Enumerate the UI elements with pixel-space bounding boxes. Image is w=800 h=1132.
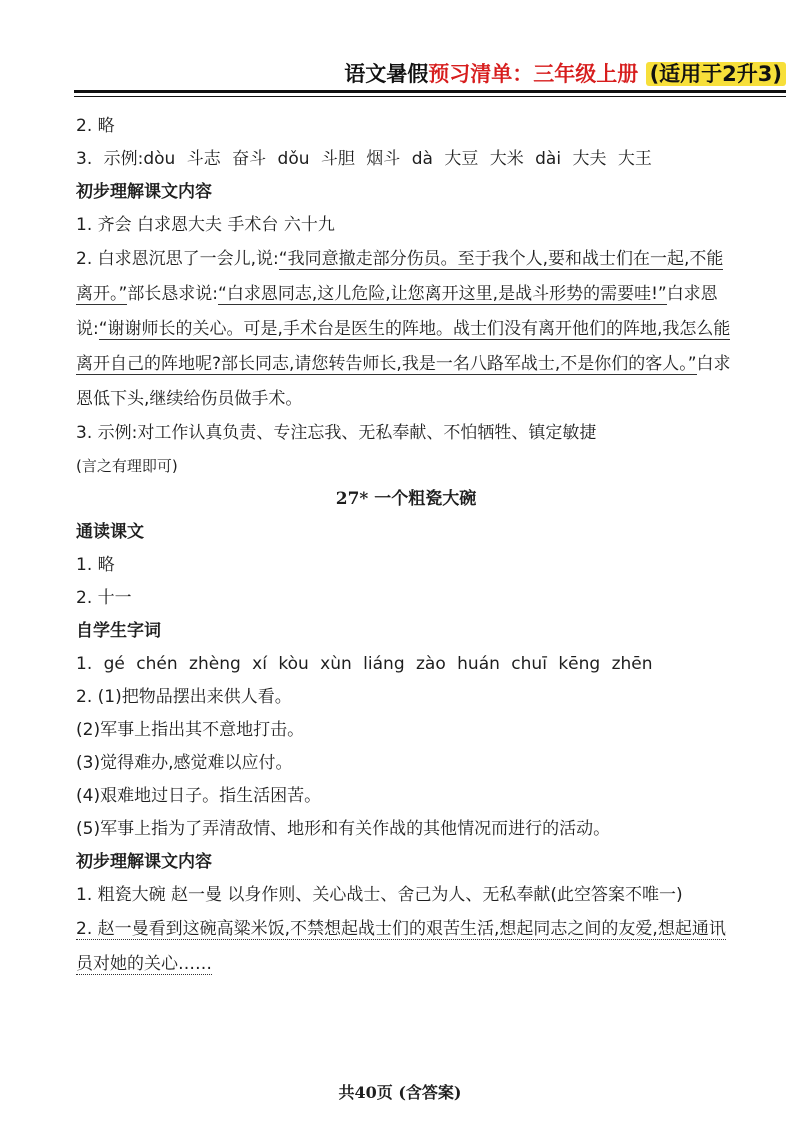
answer-item: (5)军事上指为了弄清敌情、地形和有关作战的其他情况而进行的活动。 (76, 819, 611, 839)
underlined-quote: “谢谢师长的关心。可是,手术台是医生的阵地。战士们没有离开他们的阵地,我怎么能离开自己的阵地呢?部长同志,请您转告师长,我是一名八路军战士,不是你们的客人。” (76, 319, 731, 374)
answer-item: (2)军事上指出其不意地打击。 (76, 720, 305, 740)
answer-item: 3. 示例:dòu 斗志 奋斗 dǒu 斗胆 烟斗 dà 大豆 大米 dài 大夫 大王 (76, 149, 652, 169)
para-text: 白求恩说: (76, 284, 718, 339)
answer-paragraph (76, 912, 736, 982)
header-rule-thick (74, 90, 786, 93)
header-title-badge: (适用于2升3) (646, 62, 786, 86)
para-text: 部长恳求说: (127, 284, 219, 304)
answer-item: 2. 十一 (76, 588, 132, 608)
answer-item: 3. 示例:对工作认真负责、专注忘我、无私奉献、不怕牺牲、镇定敏捷 (76, 423, 597, 443)
answer-item: (4)艰难地过日子。指生活困苦。 (76, 786, 322, 806)
section-heading: 通读课文 (76, 522, 144, 542)
para-text: 2. 白求恩沉思了一会儿,说: (76, 249, 279, 269)
underlined-quote: “我同意撤走部分伤员。至于我个人,要和战士们在一起,不能离开。” (76, 249, 724, 304)
lesson-title: 27* 一个粗瓷大碗 (335, 489, 477, 509)
section-heading: 自学生字词 (76, 621, 161, 641)
answer-paragraph (76, 242, 736, 417)
page-footer: 共40页 (含答案) (338, 1083, 462, 1102)
answer-item: (3)觉得难办,感觉难以应付。 (76, 753, 293, 773)
answer-item: 1. gé chén zhèng xí kòu xùn liáng zào huán chuī kēng zhēn (76, 654, 653, 674)
header-title (344, 58, 786, 88)
answer-note: (言之有理即可) (76, 457, 178, 475)
answer-item: 2. (1)把物品摆出来供人看。 (76, 687, 292, 707)
answer-item: 2. 略 (76, 116, 115, 136)
answer-content (76, 110, 736, 982)
para-text: 白求恩低下头,继续给伤员做手术。 (76, 354, 731, 409)
answer-item: 1. 略 (76, 555, 115, 575)
underlined-answer: 2. 赵一曼看到这碗高粱米饭,不禁想起战士们的艰苦生活,想起同志之间的友爱,想起通讯员对她的关心…… (76, 919, 726, 974)
answer-item: 1. 齐会 白求恩大夫 手术台 六十九 (76, 215, 335, 235)
section-heading: 初步理解课文内容 (76, 852, 212, 872)
answer-item: 1. 粗瓷大碗 赵一曼 以身作则、关心战士、舍己为人、无私奉献(此空答案不唯一) (76, 885, 683, 905)
section-heading: 初步理解课文内容 (76, 182, 212, 202)
underlined-quote: “白求恩同志,这儿危险,让您离开这里,是战斗形势的需要哇!” (218, 284, 667, 304)
header-title-part2: 预习清单：三年级上册 (428, 62, 639, 86)
page-header (0, 52, 800, 92)
header-rule-thin (74, 96, 786, 97)
header-title-part1: 语文暑假 (344, 62, 429, 86)
